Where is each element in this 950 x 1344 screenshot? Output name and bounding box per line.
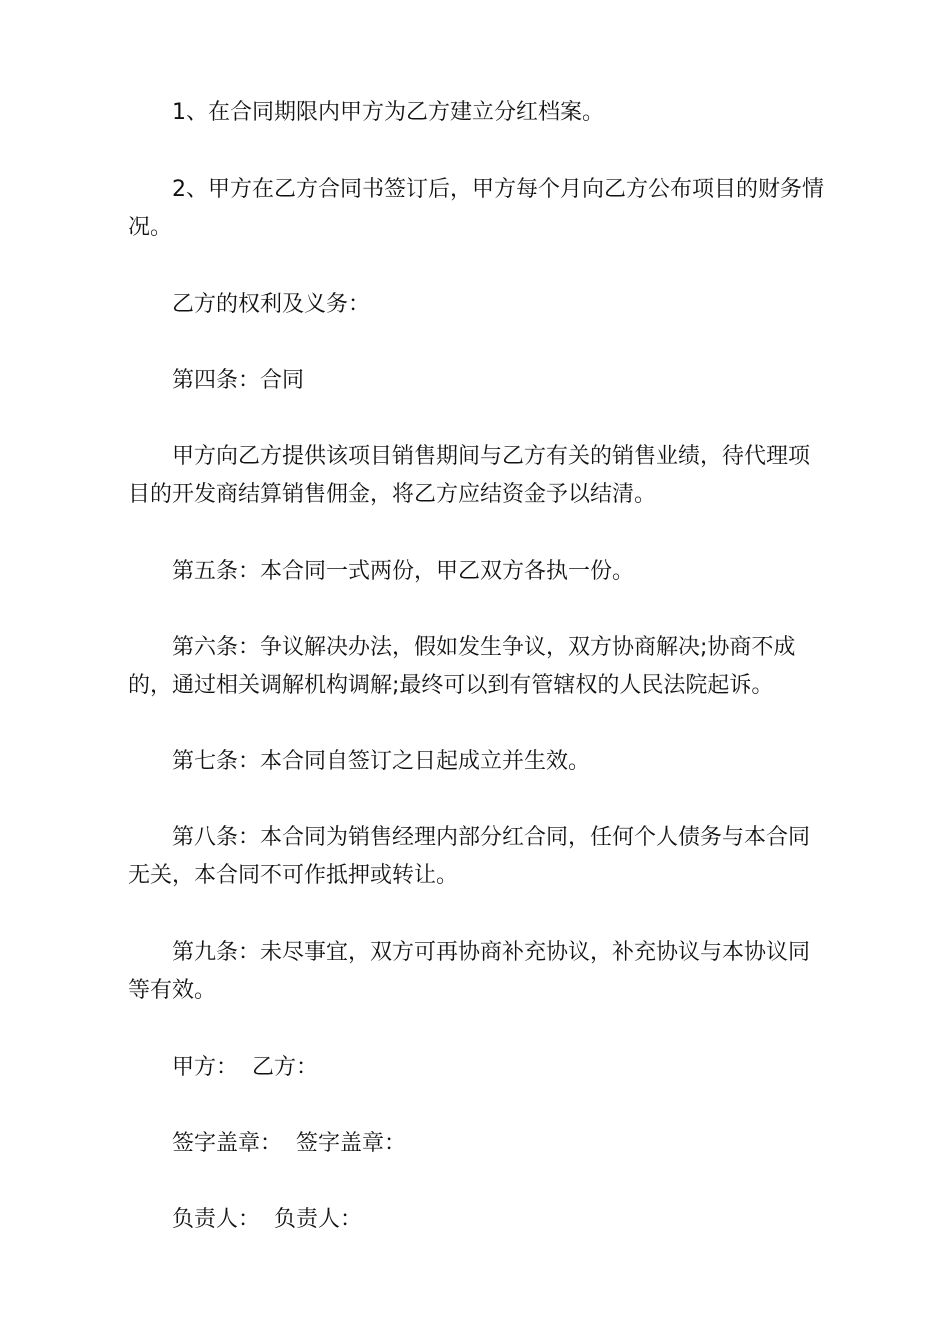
paragraph-party-b-rights-heading: 乙方的权利及义务： [172,292,371,317]
paragraph-article-4: 第四条：合同 [172,368,305,393]
paragraph-clause-1: 1、在合同期限内甲方为乙方建立分红档案。 [172,100,604,125]
paragraph-article-9: 第九条：未尽事宜，双方可再协商补充协议，补充协议与本协议同等有效。 [128,940,811,1003]
paragraph-sales-settlement: 甲方向乙方提供该项目销售期间与乙方有关的销售业绩，待代理项目的开发商结算销售佣金，将乙方应结资金予以结清。 [128,444,811,507]
paragraph-clause-2: 2、甲方在乙方合同书签订后，甲方每个月向乙方公布项目的财务情况。 [128,177,824,240]
signature-parties-line: 甲方： 乙方： [172,1055,318,1080]
paragraph-article-6: 第六条：争议解决办法，假如发生争议，双方协商解决;协商不成的，通过相关调解机构调解;最终可以到有管辖权的人民法院起诉。 [128,635,796,698]
signature-responsible-line: 负责人： 负责人： [172,1207,362,1232]
signature-seal-line: 签字盖章： 签字盖章： [172,1131,406,1156]
paragraph-article-7: 第七条：本合同自签订之日起成立并生效。 [172,749,591,774]
paragraph-article-5: 第五条：本合同一式两份，甲乙双方各执一份。 [172,559,635,584]
paragraph-article-8: 第八条：本合同为销售经理内部分红合同，任何个人债务与本合同无关，本合同不可作抵押或转让。 [128,825,811,888]
